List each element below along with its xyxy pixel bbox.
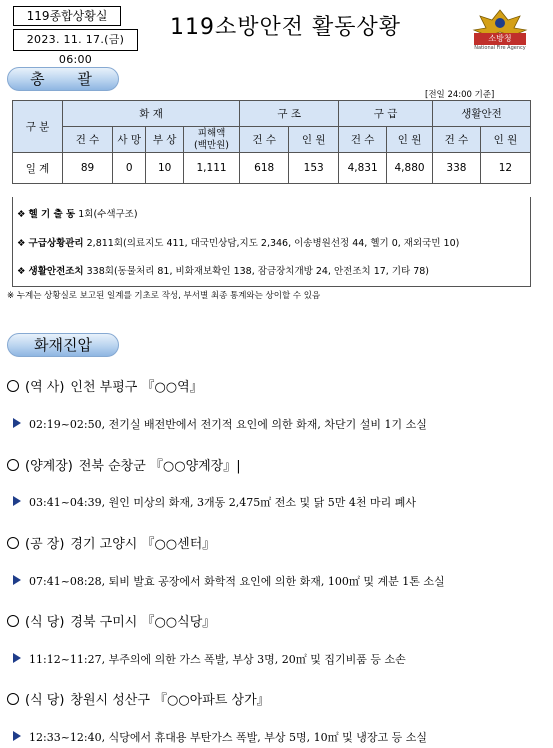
note-text: 1회(수색구조) [78,209,138,220]
group-ems: 구 급 [339,101,433,127]
agency-logo-text: 소방청 [474,33,526,45]
table-cell: 89 [63,153,113,184]
fire-item-desc [13,729,427,745]
page-title: 119소방안전 활동상황 [170,15,402,40]
fire-item-title [7,611,215,630]
table-cell: 4,831 [339,153,387,184]
report-date: 2023. 11. 17.(금) 06:00 [13,29,138,51]
fire-item-location: 경북 구미시 『○○식당』 [70,615,216,630]
fire-item-title [7,376,203,395]
note-life-safety: ❖ 생활안전조치 338회(동물처리 81, 비화재보확인 138, 잠금장치개방 24, 안전조치 17, 기타 78) [17,266,430,277]
triangle-bullet-icon [13,496,21,506]
fire-item-category: (역 사) [25,380,65,395]
note-label: 생활안전조치 [28,266,84,277]
agency-logo-subtext: National Fire Agency [474,45,526,51]
sub-rescue-people: 인 원 [289,127,339,153]
fire-item-desc-text: 11:12~11:27, 부주의에 의한 가스 폭발, 부상 3명, 20㎡ 및 집기비품 등 소손 [29,653,406,666]
table-cell: 1,111 [183,153,239,184]
note-ems-management: ❖ 구급상황관리 2,811회(의료지도 411, 대국민상담,지도 2,346, 이송병원선정 44, 헬기 0, 재외국민 10) [17,238,460,249]
circle-bullet-icon [7,693,19,705]
fire-item-category: (양계장) [25,459,73,474]
fire-item-location: 전북 순창군 『○○양계장』| [78,459,241,474]
note-text: 338회(동물처리 81, 비화재보확인 138, 잠금장치개방 24, 안전조치 17, 기타 78) [86,266,430,277]
group-fire: 화 재 [63,101,240,127]
triangle-bullet-icon [13,731,21,741]
fire-item-desc-text: 02:19~02:50, 전기실 배전반에서 전기적 요인에 의한 화재, 차단기 설비 1기 소실 [29,418,427,431]
damage-label: 피해액 [197,127,226,139]
unit-note: [전일 24:00 기준] [425,90,495,100]
table-cell: 338 [432,153,480,184]
sub-fire-deaths: 사 망 [113,127,146,153]
table-cell: 153 [289,153,339,184]
fire-item-desc [13,651,406,667]
sub-rescue-count: 건 수 [240,127,289,153]
note-label: 헬 기 출 동 [28,209,76,220]
circle-bullet-icon [7,615,19,627]
table-cell: 12 [480,153,530,184]
footnote: ※ 누계는 상황실로 보고된 일계를 기초로 작성, 부서별 최종 통계와는 상이할 수 있음 [7,291,321,301]
office-label: 119종합상황실 [13,6,121,26]
fire-item-location: 인천 부평구 『○○역』 [70,380,203,395]
col-category: 구 분 [13,101,63,153]
fire-item-location: 창원시 성산구 『○○아파트 상가』 [70,693,270,708]
fire-item-desc-text: 03:41~04:39, 원인 미상의 화재, 3개동 2,475㎡ 전소 및 닭 5만 4천 마리 폐사 [29,496,416,509]
note-text: 2,811회(의료지도 411, 대국민상담,지도 2,346, 이송병원선정 44, 헬기 0, 재외국민 10) [86,238,460,249]
fire-item-desc-text: 07:41~08:28, 퇴비 발효 공장에서 화학적 요인에 의한 화재, 100㎡ 및 계분 1톤 소실 [29,575,445,588]
sub-life-people: 인 원 [480,127,530,153]
fire-item-desc-text: 12:33~12:40, 식당에서 휴대용 부탄가스 폭발, 부상 5명, 10㎡ 및 냉장고 등 소실 [29,731,427,744]
circle-bullet-icon [7,459,19,471]
fire-item-title [7,533,215,552]
group-life-safety: 생활안전 [432,101,530,127]
triangle-bullet-icon [13,653,21,663]
sub-ems-count: 건 수 [339,127,387,153]
sub-fire-injuries: 부 상 [146,127,184,153]
summary-table [12,100,531,184]
table-cell: 0 [113,153,146,184]
table-cell: 10 [146,153,184,184]
table-cell: 618 [240,153,289,184]
sub-ems-people: 인 원 [387,127,433,153]
table-cell: 4,880 [387,153,433,184]
note-label: 구급상황관리 [28,238,84,249]
fire-item-category: (공 장) [25,537,65,552]
note-helicopter: ❖ 헬 기 출 동 1회(수색구조) [17,209,138,220]
triangle-bullet-icon [13,418,21,428]
fire-item-desc [13,416,427,432]
fire-item-location: 경기 고양시 『○○센터』 [70,537,216,552]
damage-unit: (백만원) [194,139,229,151]
group-rescue: 구 조 [240,101,339,127]
row-label: 일 계 [13,153,63,184]
fire-item-title [7,689,270,708]
sub-fire-count: 건 수 [63,127,113,153]
table-row [13,153,531,184]
summary-notes [12,197,531,287]
fire-item-category: (식 당) [25,693,65,708]
sub-fire-damage [183,127,239,153]
circle-bullet-icon [7,380,19,392]
fire-item-title [7,455,241,474]
fire-item-category: (식 당) [25,615,65,630]
circle-bullet-icon [7,537,19,549]
triangle-bullet-icon [13,575,21,585]
fire-item-desc [13,573,445,589]
sub-life-count: 건 수 [432,127,480,153]
summary-heading: 총 괄 [7,67,119,91]
fire-heading: 화재진압 [7,333,119,357]
fire-item-desc [13,494,416,510]
